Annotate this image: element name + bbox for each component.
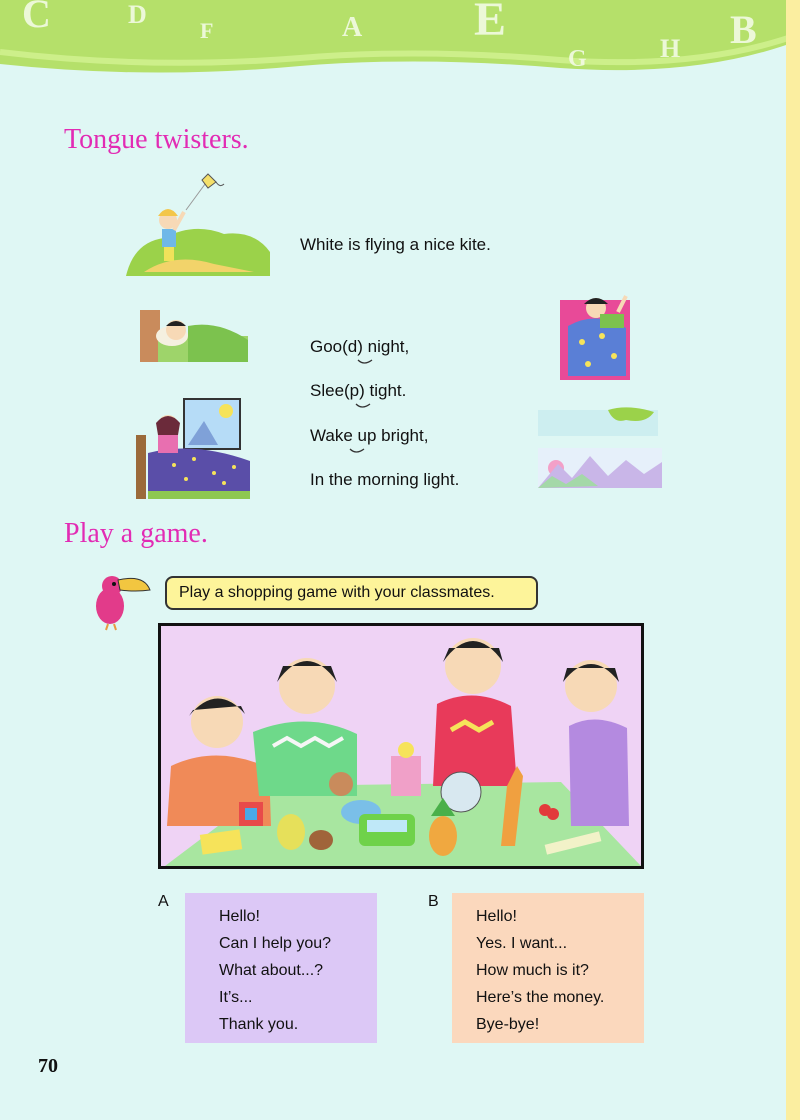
tongue-twister-line: White is flying a nice kite. <box>300 235 491 254</box>
instruction-speech-bubble: Play a shopping game with your classmates. <box>165 576 538 610</box>
page-edge-strip <box>786 0 800 1120</box>
banner-letter-b: B <box>730 7 757 52</box>
card-b-line-3: How much is it? <box>476 962 589 979</box>
banner-letter-a: A <box>342 12 363 43</box>
toucan-bird-icon <box>88 568 154 632</box>
dialogue-card-b <box>452 893 644 1043</box>
banner-letter-h: H <box>660 34 681 63</box>
card-a-line-4: It’s... <box>219 989 253 1006</box>
card-b-label: B <box>428 893 439 910</box>
page-number: 70 <box>38 1055 58 1077</box>
sleeping-boy-illustration <box>138 306 250 368</box>
banner-letter-g: G <box>568 46 587 72</box>
card-b-line-5: Bye-bye! <box>476 1016 540 1033</box>
banner-letter-f: F <box>200 18 214 43</box>
card-a-line-3: What about...? <box>219 962 324 979</box>
card-b-line-1: Hello! <box>476 908 517 925</box>
banner-letter-d: D <box>128 0 147 29</box>
card-a-line-5: Thank you. <box>219 1016 299 1033</box>
play-a-game-title: Play a game. <box>64 518 208 549</box>
card-a-line-2: Can I help you? <box>219 935 332 952</box>
dialogue-card-a <box>185 893 377 1043</box>
poem-line-2: Slee(p) tight. <box>310 381 407 400</box>
tongue-twisters-title: Tongue twisters. <box>64 124 249 155</box>
waking-girl-illustration <box>134 395 254 503</box>
kite-boy-illustration <box>124 172 274 278</box>
morning-landscape-illustration <box>538 404 662 492</box>
shopping-scene-drawing <box>161 626 641 866</box>
banner-letter-c: C <box>22 0 51 36</box>
linking-marks <box>340 356 380 456</box>
banner-letter-e: E <box>474 0 507 46</box>
poem-line-4: In the morning light. <box>310 470 460 489</box>
card-a-label: A <box>158 893 169 910</box>
card-a-line-1: Hello! <box>219 908 260 925</box>
poem-line-3: Wake up bright, <box>310 426 429 445</box>
poem-line-1: Goo(d) night, <box>310 337 410 356</box>
shopping-scene-illustration <box>158 623 644 869</box>
card-b-line-4: Here’s the money. <box>476 989 605 1006</box>
boy-in-bed-illustration <box>552 290 636 384</box>
card-b-line-2: Yes. I want... <box>476 935 568 952</box>
